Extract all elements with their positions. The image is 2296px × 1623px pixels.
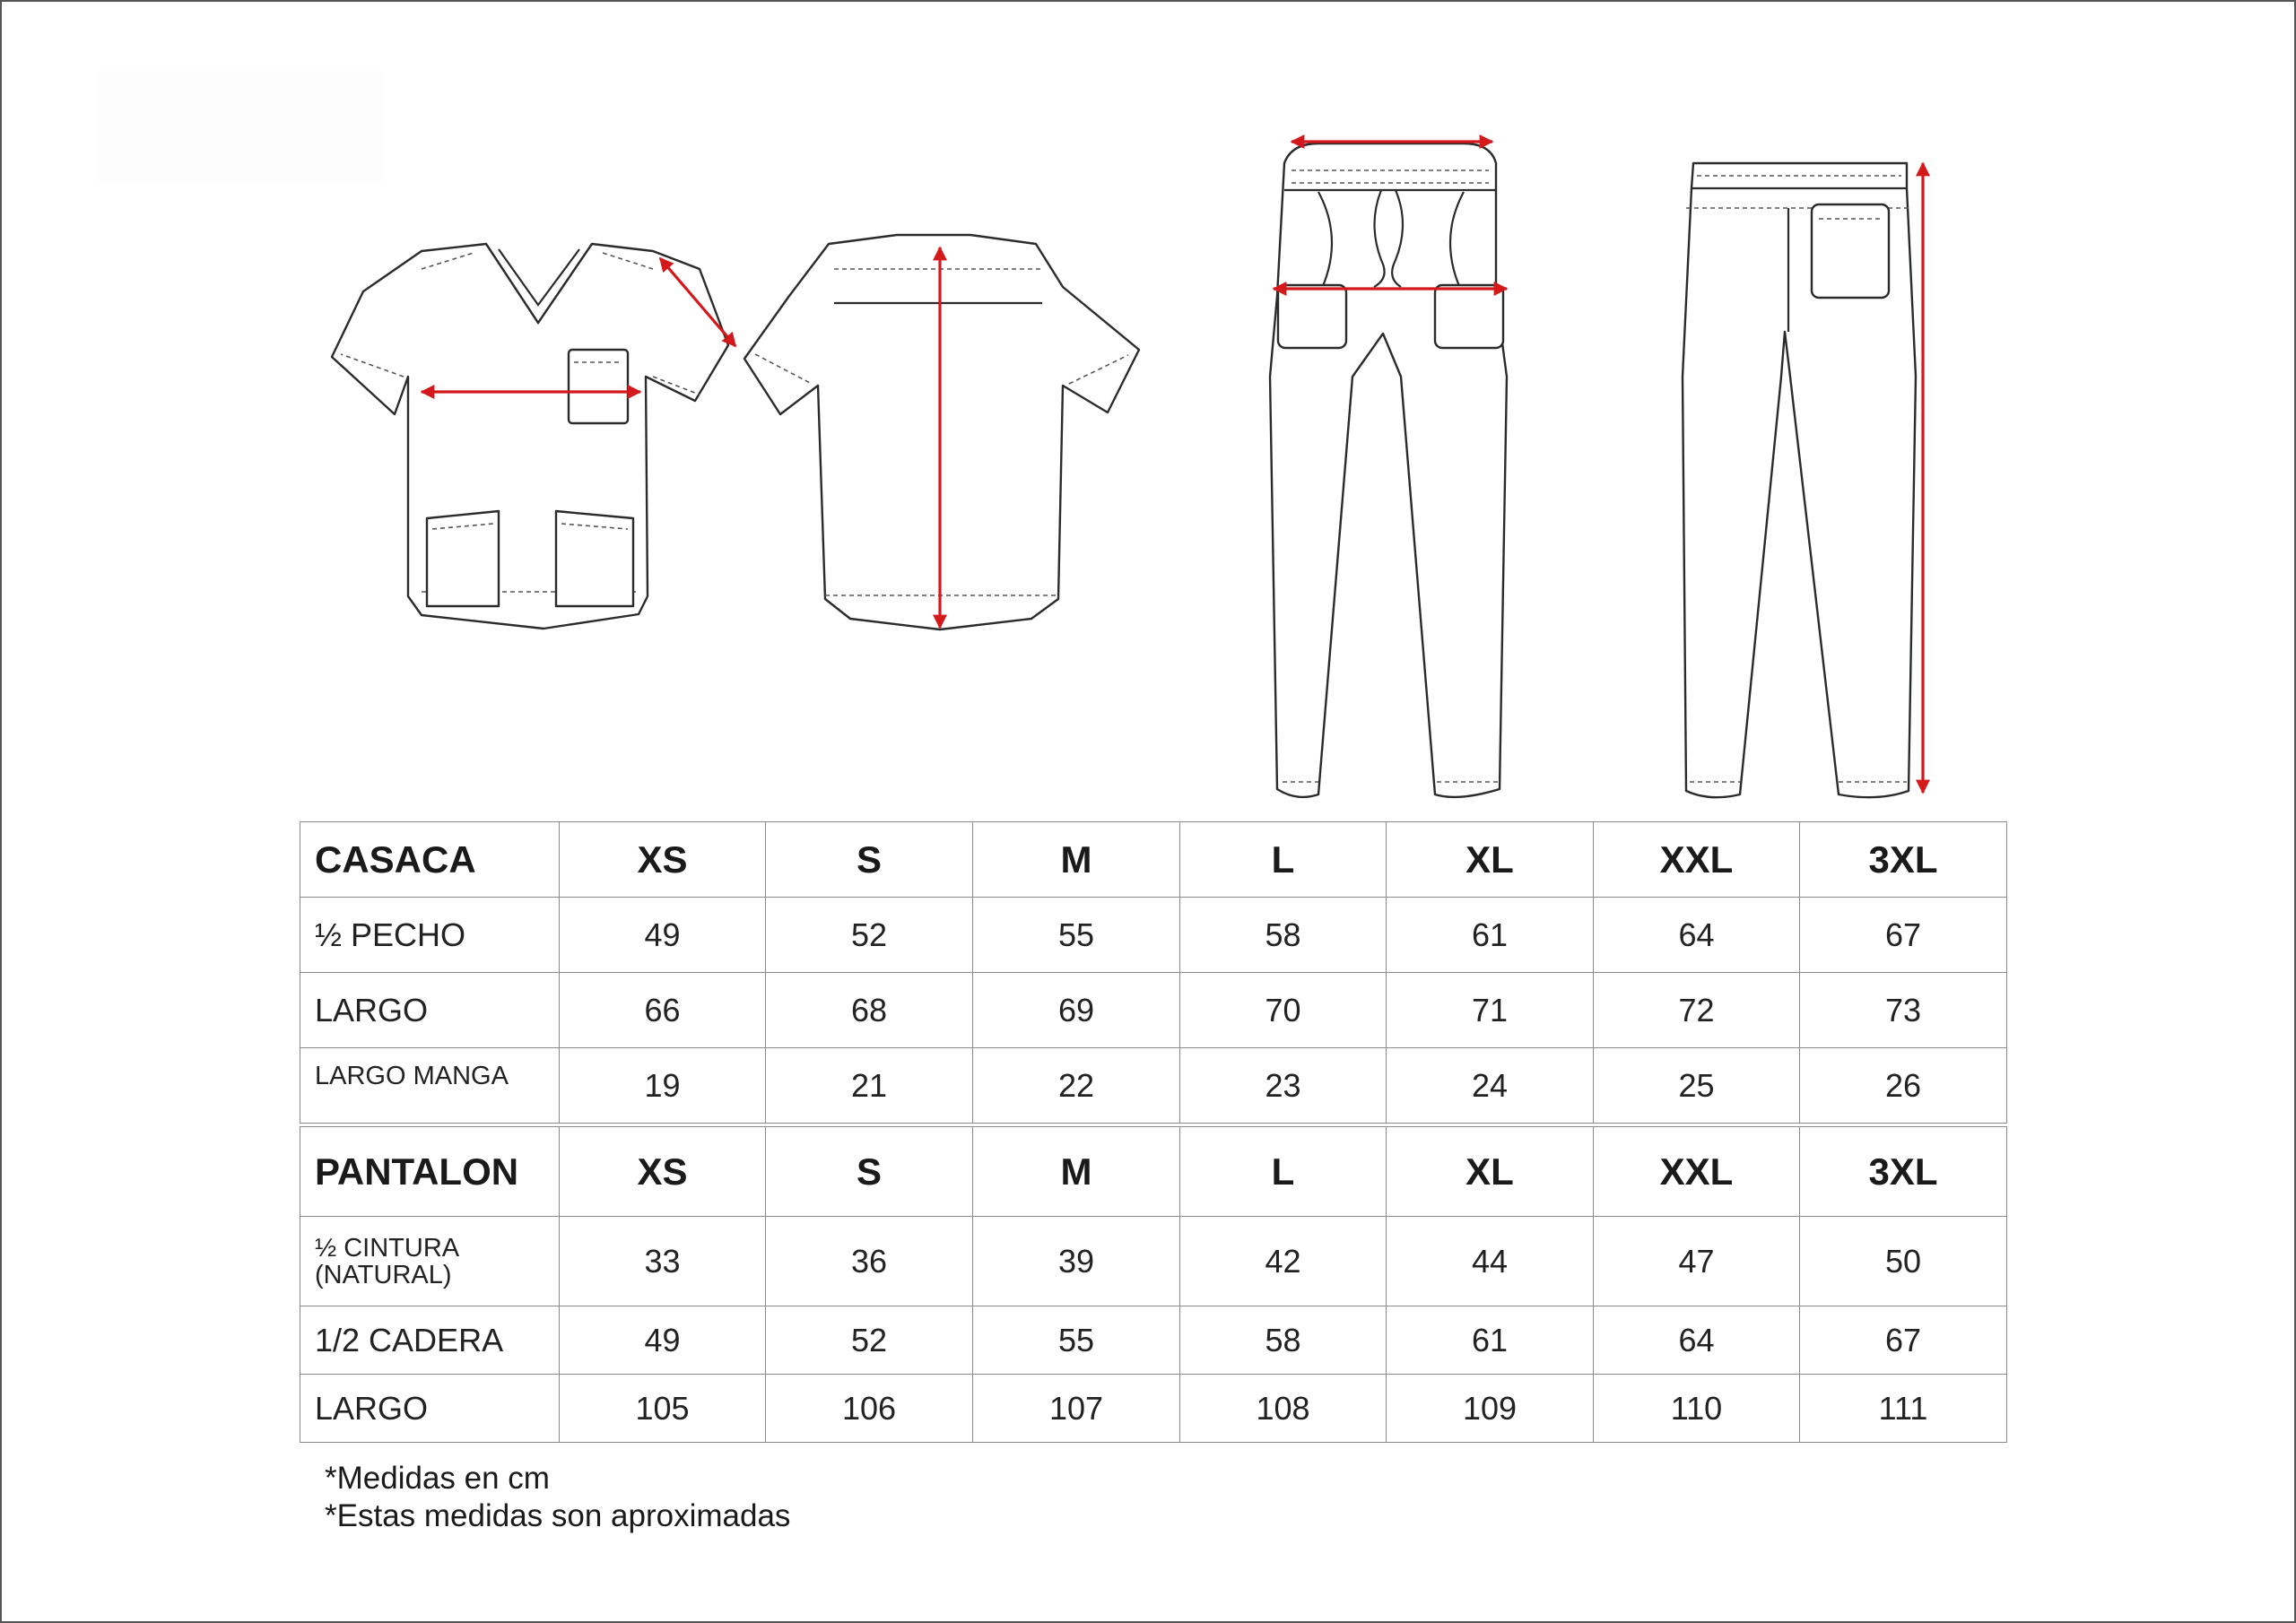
- footnote-units: *Medidas en cm: [325, 1461, 550, 1496]
- size-header: S: [766, 822, 973, 898]
- table-row: [300, 1306, 2007, 1375]
- table-row: [300, 973, 2007, 1048]
- table-cell: 61: [1387, 898, 1594, 973]
- table-row: [300, 1217, 2007, 1306]
- size-header: L: [1180, 822, 1387, 898]
- table-cell: 64: [1594, 1306, 1800, 1375]
- table-header-row: [300, 822, 2007, 898]
- size-header: L: [1180, 1127, 1387, 1217]
- size-header: S: [766, 1127, 973, 1217]
- row-label: LARGO MANGA: [300, 1048, 560, 1124]
- row-label: LARGO: [300, 973, 560, 1048]
- row-label: 1/2 CADERA: [300, 1306, 560, 1375]
- table-cell: 107: [973, 1375, 1180, 1443]
- table-cell: 49: [560, 1306, 766, 1375]
- table-cell: 19: [560, 1048, 766, 1124]
- table-cell: 50: [1800, 1217, 2007, 1306]
- table-cell: 55: [973, 898, 1180, 973]
- table-row: [300, 1048, 2007, 1124]
- table-cell: 58: [1180, 1306, 1387, 1375]
- casaca-title: CASACA: [300, 822, 560, 898]
- pantalon-title: PANTALON: [300, 1127, 560, 1217]
- table-cell: 26: [1800, 1048, 2007, 1124]
- table-cell: 25: [1594, 1048, 1800, 1124]
- table-cell: 21: [766, 1048, 973, 1124]
- table-cell: 47: [1594, 1217, 1800, 1306]
- table-cell: 67: [1800, 1306, 2007, 1375]
- table-cell: 69: [973, 973, 1180, 1048]
- table-cell: 23: [1180, 1048, 1387, 1124]
- footnotes: [325, 1460, 790, 1535]
- table-cell: 52: [766, 898, 973, 973]
- size-header: M: [973, 1127, 1180, 1217]
- size-header: 3XL: [1800, 1127, 2007, 1217]
- row-label: ½ PECHO: [300, 898, 560, 973]
- table-cell: 36: [766, 1217, 973, 1306]
- table-cell: 24: [1387, 1048, 1594, 1124]
- size-header: XL: [1387, 1127, 1594, 1217]
- size-header: XS: [560, 1127, 766, 1217]
- table-cell: 58: [1180, 898, 1387, 973]
- table-cell: 55: [973, 1306, 1180, 1375]
- table-row: [300, 1375, 2007, 1443]
- table-cell: 108: [1180, 1375, 1387, 1443]
- row-label-line: (NATURAL): [315, 1260, 452, 1289]
- size-header: 3XL: [1800, 822, 2007, 898]
- table-cell: 67: [1800, 898, 2007, 973]
- table-cell: 42: [1180, 1217, 1387, 1306]
- table-cell: 44: [1387, 1217, 1594, 1306]
- row-label: [300, 1217, 560, 1306]
- table-header-row: [300, 1127, 2007, 1217]
- table-cell: 52: [766, 1306, 973, 1375]
- pantalon-size-table: [300, 1126, 2007, 1443]
- table-cell: 49: [560, 898, 766, 973]
- row-label: LARGO: [300, 1375, 560, 1443]
- table-cell: 22: [973, 1048, 1180, 1124]
- table-cell: 66: [560, 973, 766, 1048]
- table-cell: 64: [1594, 898, 1800, 973]
- table-cell: 39: [973, 1217, 1180, 1306]
- casaca-size-table: [300, 821, 2007, 1124]
- table-cell: 33: [560, 1217, 766, 1306]
- table-cell: 111: [1800, 1375, 2007, 1443]
- footnote-approximate: *Estas medidas son aproximadas: [325, 1498, 791, 1533]
- shirt-front-drawing: [332, 244, 728, 629]
- row-label-line: ½ CINTURA: [315, 1233, 460, 1263]
- size-header: XS: [560, 822, 766, 898]
- table-cell: 109: [1387, 1375, 1594, 1443]
- size-header: XXL: [1594, 1127, 1800, 1217]
- trousers-back-drawing: [1683, 163, 1916, 797]
- table-cell: 68: [766, 973, 973, 1048]
- trousers-front-drawing: [1270, 143, 1507, 797]
- table-cell: 106: [766, 1375, 973, 1443]
- table-cell: 71: [1387, 973, 1594, 1048]
- table-cell: 73: [1800, 973, 2007, 1048]
- table-row: [300, 898, 2007, 973]
- size-header: XL: [1387, 822, 1594, 898]
- size-header: M: [973, 822, 1180, 898]
- table-cell: 105: [560, 1375, 766, 1443]
- shirt-back-drawing: [744, 235, 1139, 629]
- table-cell: 70: [1180, 973, 1387, 1048]
- table-cell: 110: [1594, 1375, 1800, 1443]
- size-header: XXL: [1594, 822, 1800, 898]
- table-cell: 72: [1594, 973, 1800, 1048]
- table-cell: 61: [1387, 1306, 1594, 1375]
